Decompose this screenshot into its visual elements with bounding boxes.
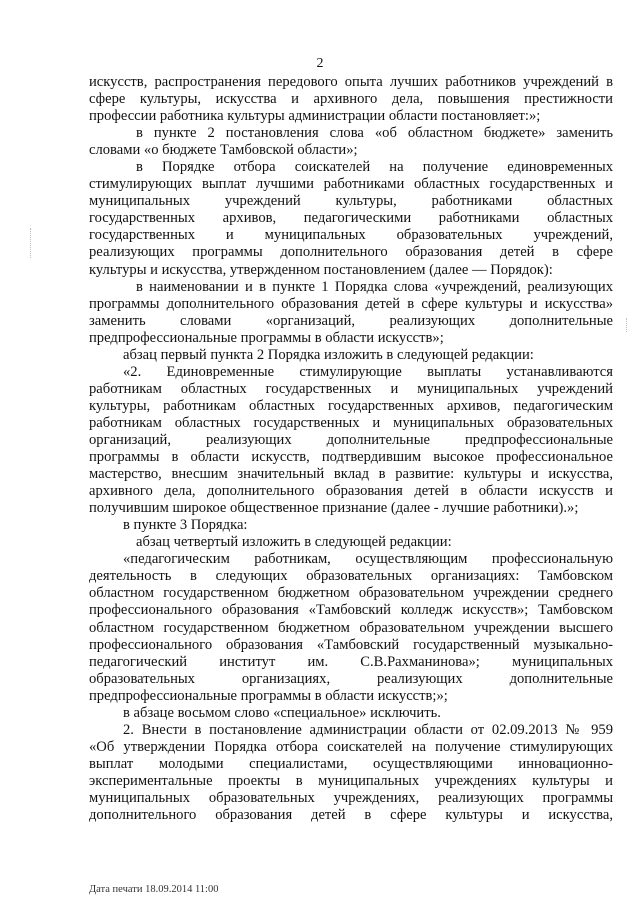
text-line: «2. Единовременные стимулирующие выплаты устанавливаются [123, 363, 613, 380]
text-line: словами «о бюджете Тамбовской области»; [89, 142, 358, 159]
text-line: профессионального образования «Тамбовский колледж искусств»; Тамбовском [89, 602, 613, 619]
text-line: культуры, работникам областных государственных архивов, педагогическим [89, 397, 613, 414]
text-line: архивного дела, дополнительного образования детей в области искусств и [89, 483, 613, 500]
page-number: 2 [316, 56, 324, 71]
text-line: программы в области искусств, подтвердившим высокое профессиональное [89, 449, 613, 466]
paragraph-1 [89, 74, 613, 125]
text-line: организаций, реализующих дополнительные предпрофессиональные [89, 431, 613, 448]
paragraph-2 [89, 125, 613, 159]
paragraph-6 [89, 364, 613, 517]
text-line: профессии работника культуры администрации области постановляет:»; [89, 108, 541, 125]
text-line: образовательных организациях, реализующих дополнительные [89, 670, 613, 687]
text-line: экспериментальные проекты в муниципальных учреждениях культуры и [89, 772, 613, 789]
text-line: получившим широкое общественное признание (далее - лучшие работники).»; [89, 500, 579, 517]
paragraph-7 [89, 517, 613, 534]
text-line: в абзаце восьмом слово «специальное» исключить. [123, 704, 441, 721]
text-line: областном государственном бюджетном образовательном учреждении среднего [89, 585, 613, 602]
text-line: заменить словами «организаций, реализующих дополнительные [89, 312, 613, 329]
text-line: в Порядке отбора соискателей на получение единовременных [136, 159, 613, 176]
text-line: предпрофессиональные программы в области искусств;»; [89, 687, 448, 704]
text-line: педагогический институт им. С.В.Рахманинова»; муниципальных [89, 653, 613, 670]
text-line: реализующих программы дополнительного образования детей в сфере [89, 244, 613, 261]
text-line: «педагогическим работникам, осуществляющим профессиональную [123, 551, 613, 568]
paragraph-9 [89, 551, 613, 704]
paragraph-11 [89, 722, 613, 824]
text-line: областном государственном бюджетном образовательном учреждении высшего [89, 619, 613, 636]
paragraph-10 [89, 705, 613, 722]
text-line: муниципальных учреждений культуры, работниками областных [89, 193, 613, 210]
text-line: государственных и муниципальных образовательных учреждений, [89, 227, 613, 244]
document-body [89, 74, 613, 824]
paragraph-8 [89, 534, 613, 551]
paragraph-3 [89, 159, 613, 278]
text-line: деятельность в следующих образовательных организациях: Тамбовском [89, 568, 613, 585]
text-line: муниципальных образовательных учреждениях, реализующих программы [89, 789, 613, 806]
text-line: предпрофессиональные программы в области искусств»; [89, 329, 444, 346]
paragraph-5 [89, 347, 613, 364]
text-line: дополнительного образования детей в сфере культуры и искусства, [89, 807, 613, 824]
text-line: в пункте 2 постановления слова «об областном бюджете» заменить [136, 125, 613, 142]
text-line: абзац первый пункта 2 Порядка изложить в следующей редакции: [123, 346, 534, 363]
text-line: государственных архивов, педагогическими работниками областных [89, 210, 613, 227]
print-date: Дата печати 18.09.2014 11:00 [89, 884, 219, 895]
text-line: стимулирующих выплат лучшими работниками областных государственных и [89, 176, 613, 193]
text-line: искусств, распространения передового опыта лучших работников учреждений в [89, 74, 613, 90]
text-line: в наименовании и в пункте 1 Порядка слова «учреждений, реализующих [136, 278, 613, 295]
text-line: абзац четвертый изложить в следующей редакции: [136, 534, 452, 551]
text-line: профессионального образования «Тамбовский государственный музыкально- [89, 636, 613, 653]
text-line: «Об утверждении Порядка отбора соискателей на получение стимулирующих [89, 738, 613, 755]
text-line: работникам областных государственных и муниципальных учреждений [89, 380, 613, 397]
text-line: мастерство, внесшим значительный вклад в развитие: культуры и искусства, [89, 466, 613, 483]
text-line: работникам областных государственных и муниципальных образовательных [89, 414, 613, 431]
text-line: выплат молодыми специалистами, осуществляющими инновационно- [89, 755, 613, 772]
margin-mark [30, 228, 32, 258]
text-line: культуры и искусства, утвержденном постановлением (далее — Порядок): [89, 261, 553, 278]
paragraph-4 [89, 279, 613, 347]
text-line: сфере культуры, искусства и архивного дела, повышения престижности [89, 91, 613, 108]
text-line: программы дополнительного образования детей в сфере культуры и искусства» [89, 295, 613, 312]
text-line: 2. Внести в постановление администрации области от 02.09.2013 № 959 [123, 721, 613, 738]
margin-mark-right [626, 318, 628, 332]
text-line: в пункте 3 Порядка: [123, 517, 248, 534]
